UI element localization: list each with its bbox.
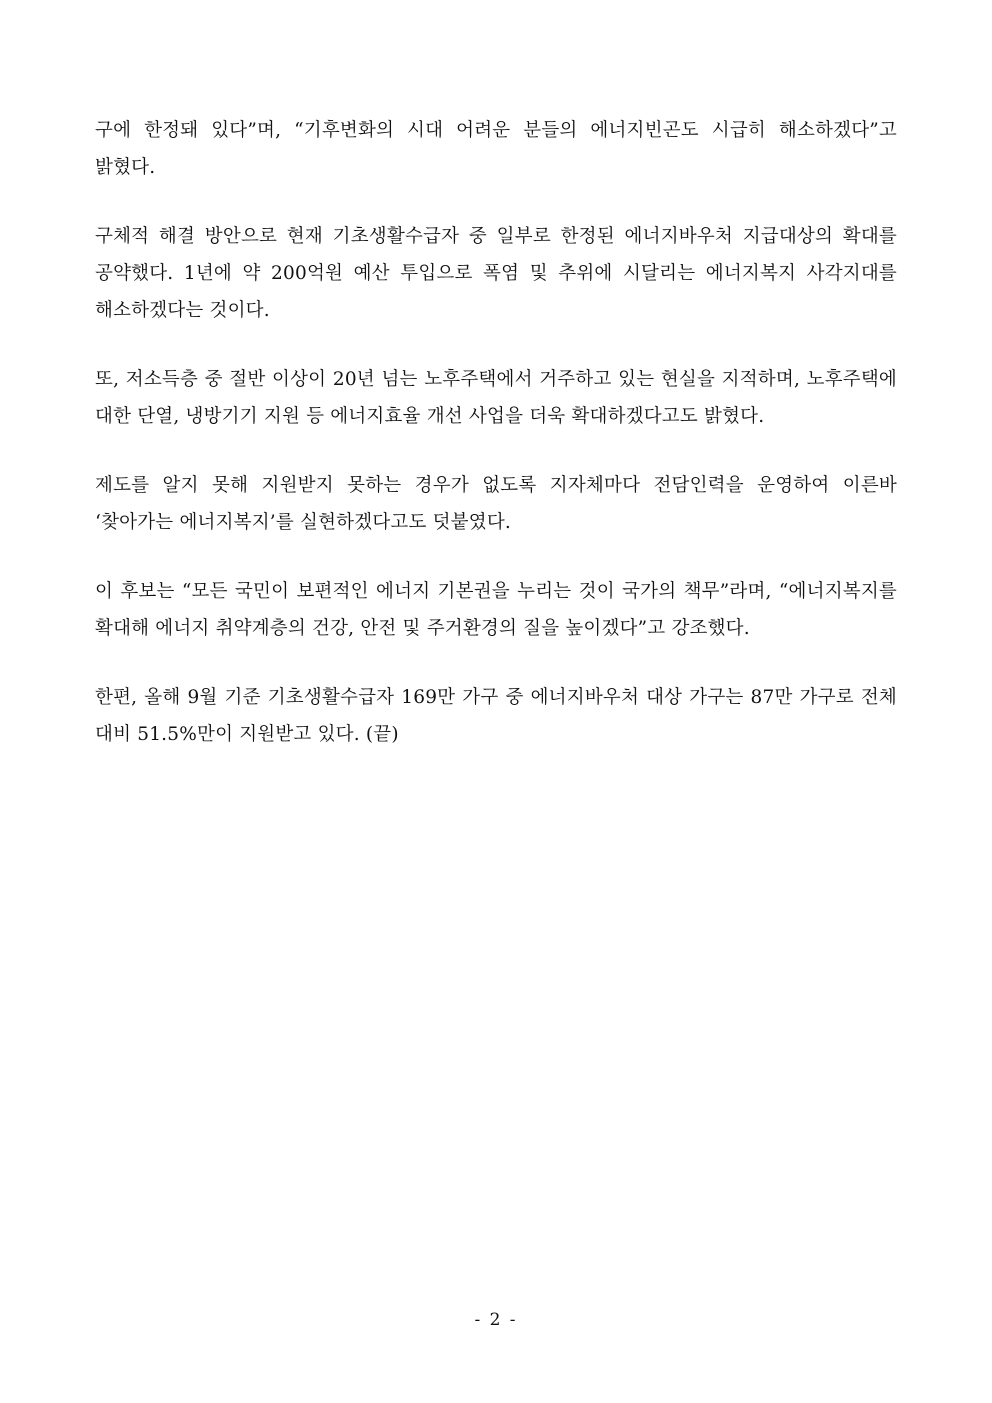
paragraph-1: 구에 한정돼 있다”며, “기후변화의 시대 어려운 분들의 에너지빈곤도 시급히 해소하겠다”고 밝혔다. <box>95 120 897 178</box>
paragraph-3: 또, 저소득층 중 절반 이상이 20년 넘는 노후주택에서 거주하고 있는 현실을 지적하며, 노후주택에 대한 단열, 냉방기기 지원 등 에너지효율 개선 사업을 더욱 확대하겠다고도 밝혔다. <box>95 369 897 427</box>
paragraph-6: 한편, 올해 9월 기준 기초생활수급자 169만 가구 중 에너지바우처 대상 가구는 87만 가구로 전체 대비 51.5%만이 지원받고 있다. (끝) <box>95 687 897 745</box>
paragraph-2: 구체적 해결 방안으로 현재 기초생활수급자 중 일부로 한정된 에너지바우처 지급대상의 확대를 공약했다. 1년에 약 200억원 예산 투입으로 폭염 및 추위에 시달리는 에너지복지 사각지대를 해소하겠다는 것이다. <box>95 226 897 321</box>
page-number: - 2 - <box>474 1310 518 1330</box>
paragraph-4: 제도를 알지 못해 지원받지 못하는 경우가 없도록 지자체마다 전담인력을 운영하여 이른바 ‘찾아가는 에너지복지’를 실현하겠다고도 덧붙였다. <box>95 475 897 533</box>
paragraph-5: 이 후보는 “모든 국민이 보편적인 에너지 기본권을 누리는 것이 국가의 책무”라며, “에너지복지를 확대해 에너지 취약계층의 건강, 안전 및 주거환경의 질을 높이겠다”고 강조했다. <box>95 581 897 639</box>
body-text <box>95 112 897 785</box>
